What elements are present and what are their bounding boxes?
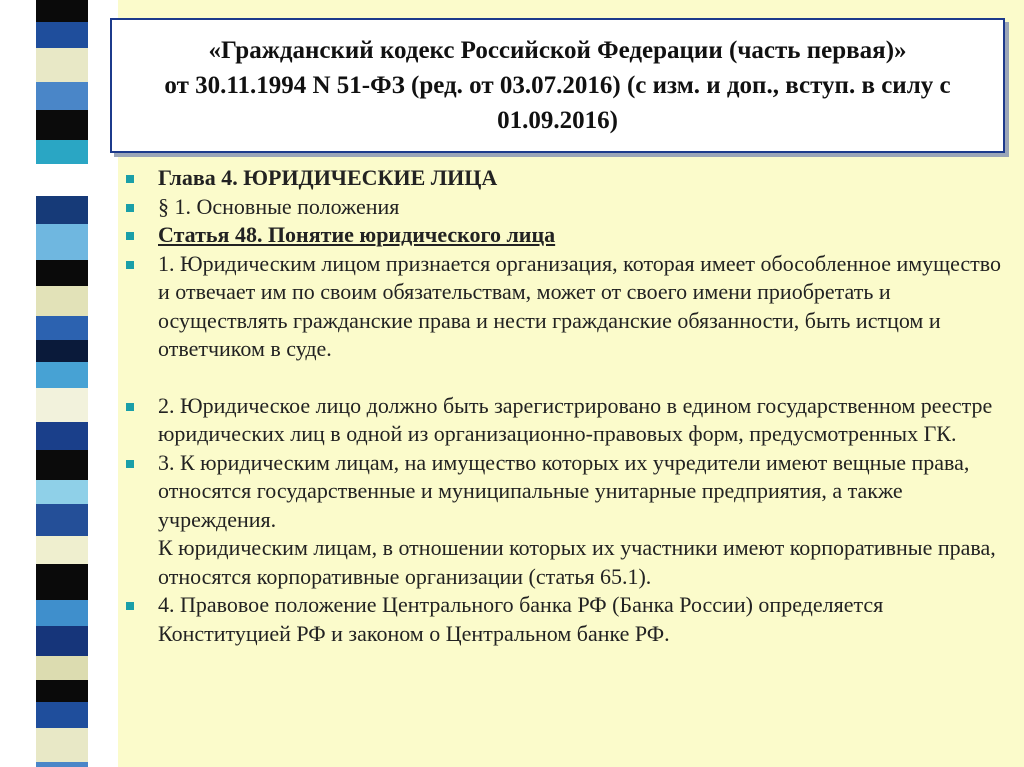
stripe-segment	[36, 504, 88, 536]
title-box	[110, 18, 1005, 153]
stripe-segment	[36, 564, 88, 600]
spacer	[126, 364, 1006, 392]
stripe-segment	[36, 702, 88, 728]
bullet-icon	[126, 232, 134, 240]
stripe-segment	[36, 196, 88, 224]
bullet-icon	[126, 204, 134, 212]
list-item-section: § 1. Основные положения	[126, 193, 1006, 222]
stripe-segment	[36, 0, 88, 22]
list-item-article: Статья 48. Понятие юридического лица	[126, 221, 1006, 250]
stripe-segment	[36, 536, 88, 564]
stripe-segment	[36, 82, 88, 110]
stripe-segment	[36, 600, 88, 626]
stripe-segment	[36, 680, 88, 702]
stripe-segment	[36, 110, 88, 140]
stripe-segment	[36, 22, 88, 48]
list-item-chapter: Глава 4. ЮРИДИЧЕСКИЕ ЛИЦА	[126, 164, 1006, 193]
stripe-segment	[36, 422, 88, 450]
bullet-icon	[126, 403, 134, 411]
stripe-segment	[36, 286, 88, 316]
stripe-segment	[36, 388, 88, 422]
stripe-segment	[36, 140, 88, 164]
bullet-icon	[126, 261, 134, 269]
title-line-2: от 30.11.1994 N 51-ФЗ (ред. от 03.07.2016) (с изм. и доп., вступ. в силу с 01.09.2016)	[164, 72, 951, 134]
stripe-segment	[36, 48, 88, 82]
slide-title	[140, 33, 975, 138]
stripe-segment	[36, 224, 88, 260]
stripe-segment	[36, 450, 88, 480]
list-item-point-3: 3. К юридическим лицам, на имущество которых их учредители имеют вещные права, относятся государственные и муниципальные унитарные предприятия, а также учреждения. К юридическим лицам, в отношении которых их участники имеют корпоративные права, относятся корпоративные организации (статья 65.1).	[126, 449, 1006, 592]
bullet-icon	[126, 602, 134, 610]
list-item-point-2: 2. Юридическое лицо должно быть зарегистрировано в едином государственном реестре юридических лиц в одной из организационно-правовых форм, предусмотренных ГК.	[126, 392, 1006, 449]
stripe-segment	[36, 340, 88, 362]
list-item-point-1: 1. Юридическим лицом признается организация, которая имеет обособленное имущество и отвечает им по своим обязательствам, может от своего имени приобретать и осуществлять гражданские права и нести гражданские обязанности, быть истцом и ответчиком в суде.	[126, 250, 1006, 364]
title-line-1: «Гражданский кодекс Российской Федерации (часть первая)»	[208, 37, 907, 64]
stripe-segment	[36, 626, 88, 656]
content-list	[126, 164, 1006, 648]
stripe-segment	[36, 728, 88, 762]
stripe-segment	[36, 260, 88, 286]
stripe-segment	[36, 762, 88, 767]
stripe-segment	[36, 362, 88, 388]
decorative-stripe	[36, 0, 88, 767]
list-item-point-4: 4. Правовое положение Центрального банка РФ (Банка России) определяется Конституцией РФ и законом о Центральном банке РФ.	[126, 591, 1006, 648]
stripe-segment	[36, 316, 88, 340]
bullet-icon	[126, 460, 134, 468]
stripe-segment	[36, 656, 88, 680]
stripe-segment	[36, 480, 88, 504]
stripe-segment	[36, 164, 88, 196]
bullet-icon	[126, 175, 134, 183]
